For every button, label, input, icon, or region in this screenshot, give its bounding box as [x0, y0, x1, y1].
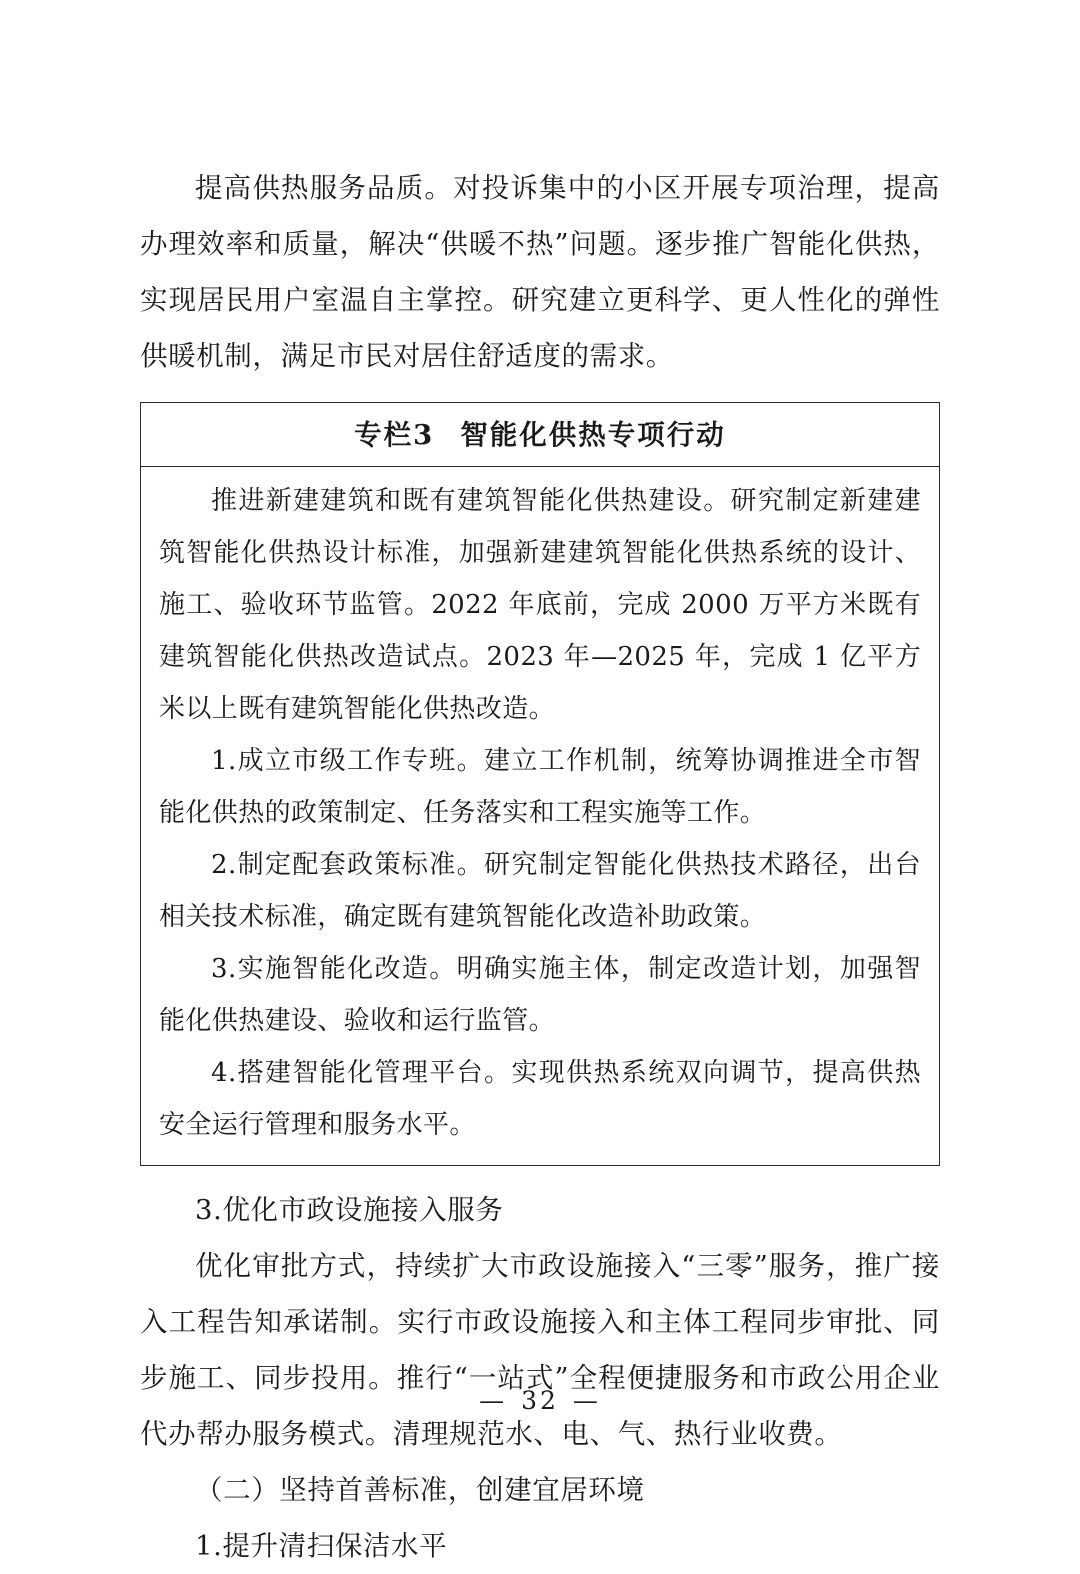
- page-footer: [0, 1386, 1080, 1415]
- feature-paragraph: 1.成立市级工作专班。建立工作机制，统筹协调推进全市智能化供热的政策制定、任务落实和工程实施等工作。: [159, 746, 921, 828]
- paragraph-heating-service: 提高供热服务品质。对投诉集中的小区开展专项治理，提高办理效率和质量，解决“供暖不热”问题。逐步推广智能化供热，实现居民用户室温自主掌控。研究建立更科学、更人性化的弹性供暖机制，满足市民对居住舒适度的需求。: [140, 172, 940, 372]
- feature-box-number: 3: [413, 419, 435, 451]
- page-number: 32: [521, 1386, 559, 1415]
- paragraph-optimize-approval: 优化审批方式，持续扩大市政设施接入“三零”服务，推广接入工程告知承诺制。实行市政设施接入和主体工程同步审批、同步施工、同步投用。推行“一站式”全程便捷服务和市政公用企业代办帮办服务模式。清理规范水、电、气、热行业收费。: [140, 1250, 940, 1450]
- feature-paragraph: 2.制定配套政策标准。研究制定智能化供热技术路径，出台相关技术标准，确定既有建筑智能化改造补助政策。: [159, 850, 921, 932]
- feature-paragraph: 推进新建建筑和既有建筑智能化供热建设。研究制定新建建筑智能化供热设计标准，加强新建建筑智能化供热系统的设计、施工、验收环节监管。2022 年底前，完成 2000 万平方米既有建筑智能化供热改造试点。2023 年—2025 年，完成 1 亿平方米以上既有建筑智能化供热改造。: [159, 486, 921, 724]
- feature-paragraph: 4.搭建智能化管理平台。实现供热系统双向调节，提高供热安全运行管理和服务水平。: [159, 1058, 921, 1140]
- feature-box-body: [141, 467, 939, 1165]
- footer-dash-left: —: [479, 1386, 508, 1415]
- feature-paragraph: 3.实施智能化改造。明确实施主体，制定改造计划，加强智能化供热建设、验收和运行监管。: [159, 954, 921, 1036]
- footer-dash-right: —: [572, 1386, 601, 1415]
- heading-part-two: （二）坚持首善标准，创建宜居环境: [195, 1474, 645, 1506]
- body-text-block: [140, 160, 940, 384]
- feature-box-title-text: 智能化供热专项行动: [460, 419, 726, 451]
- feature-box-label: 专栏: [354, 419, 414, 451]
- feature-box-title: [141, 403, 939, 467]
- heading-improve-cleaning: 1.提升清扫保洁水平: [195, 1530, 448, 1562]
- heading-optimize-municipal-access: 3.优化市政设施接入服务: [195, 1194, 504, 1226]
- feature-box-special-column: [140, 402, 940, 1166]
